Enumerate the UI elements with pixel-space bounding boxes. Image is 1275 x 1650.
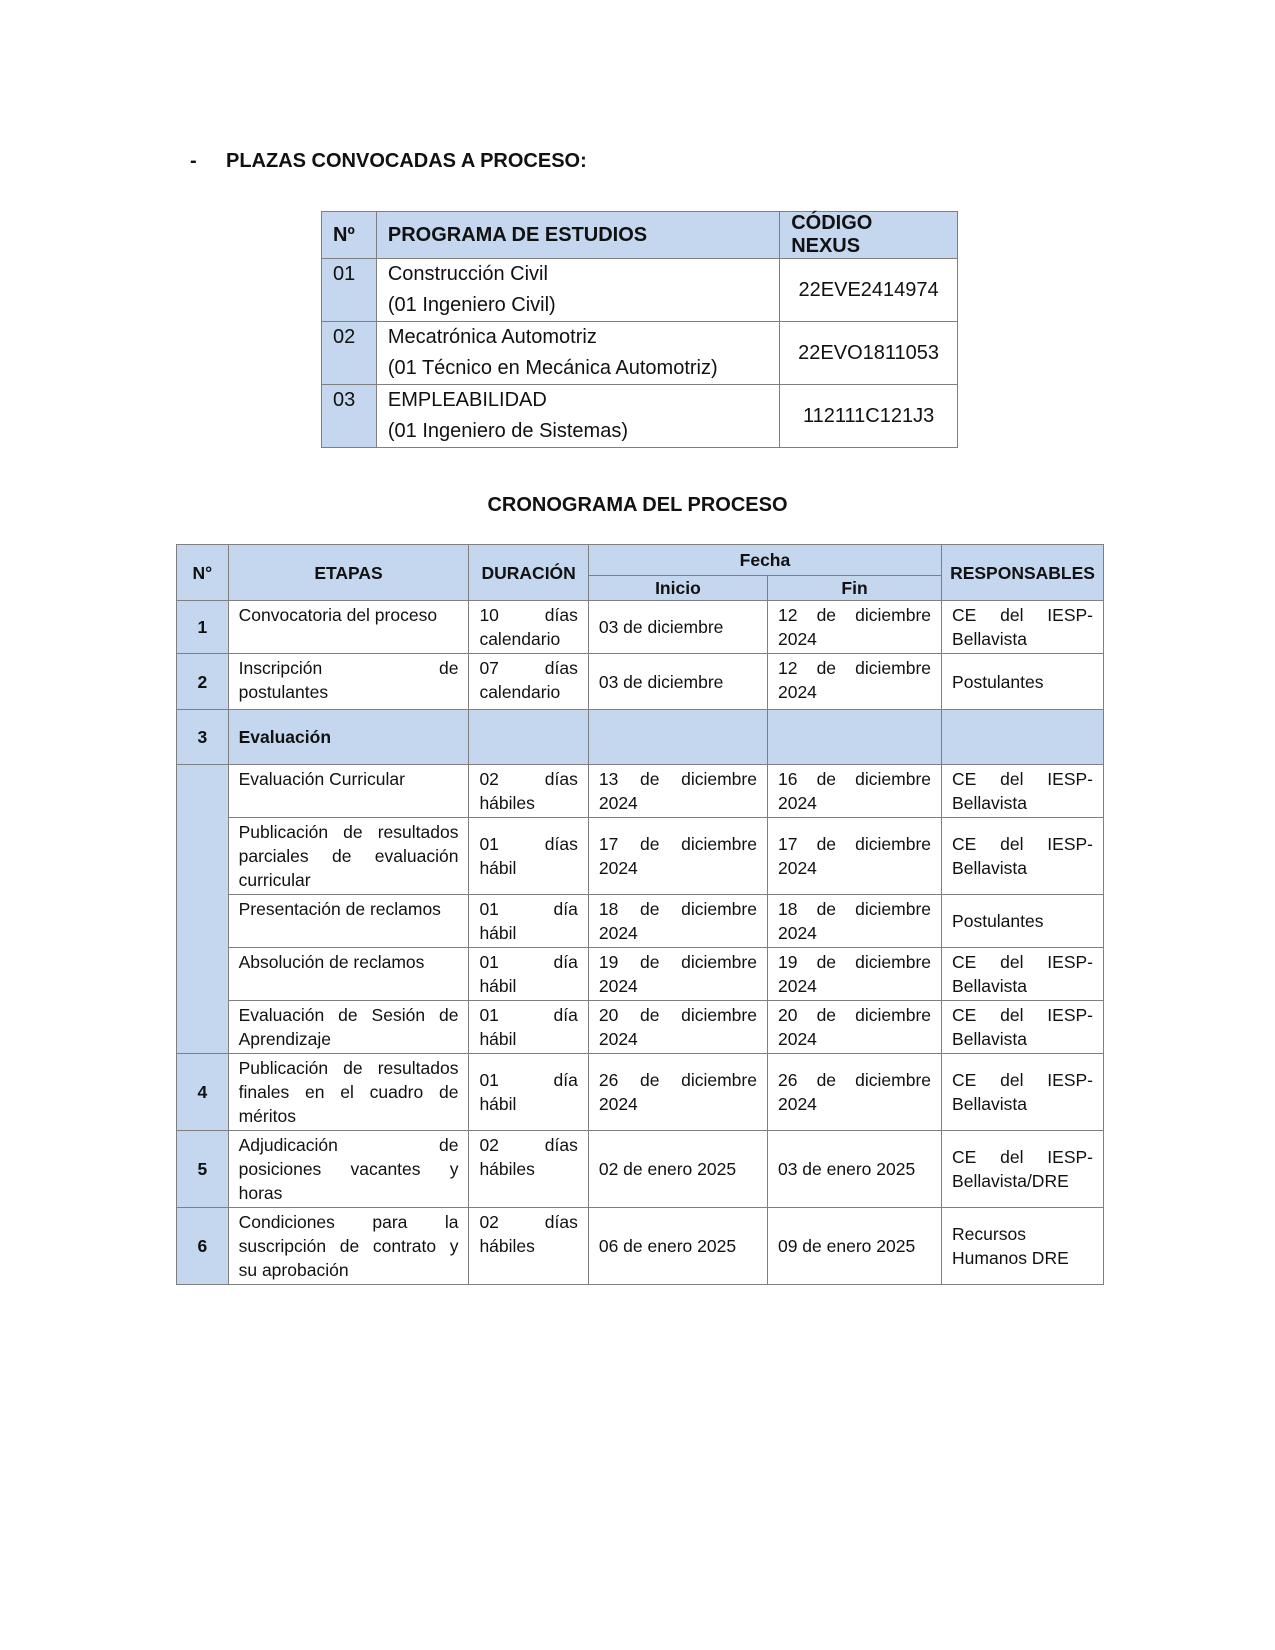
duracion-line: hábiles (479, 793, 535, 813)
table-row (177, 654, 1104, 710)
etapa-line: postulantes (238, 682, 329, 702)
row-etapa: Evaluación Curricular (228, 765, 469, 818)
resp-line: Bellavista (952, 629, 1027, 649)
inicio-line: 18 de diciembre (598, 899, 757, 919)
plaza-code: 22EVO1811053 (780, 322, 958, 385)
program-position: (01 Técnico en Mecánica Automotriz) (387, 357, 718, 379)
row-fin (767, 765, 941, 818)
row-duracion (469, 1208, 588, 1285)
inicio-line: 2024 (598, 858, 638, 878)
duracion-line: calendario (479, 629, 561, 649)
duracion-line: hábil (479, 1094, 517, 1114)
resp-line: CE del IESP- (952, 769, 1093, 789)
row-responsable (942, 948, 1104, 1001)
duracion-line: 07 días (479, 658, 578, 678)
resp-line: CE del IESP- (952, 1005, 1093, 1025)
row-responsable: Postulantes (942, 654, 1104, 710)
row-fin: 09 de enero 2025 (767, 1208, 941, 1285)
row-responsable (942, 818, 1104, 895)
etapa-line: curricular (238, 870, 311, 890)
duracion-line: hábil (479, 923, 517, 943)
resp-line: Bellavista/DRE (952, 1171, 1069, 1191)
fin-line: 2024 (777, 923, 817, 943)
row-etapa (228, 1054, 469, 1131)
table-row (322, 259, 958, 322)
inicio-line: 26 de diciembre (598, 1070, 757, 1090)
table-row (177, 1208, 1104, 1285)
header-inicio: Inicio (588, 576, 767, 601)
resp-line: Bellavista (952, 1029, 1027, 1049)
table-row (177, 818, 1104, 895)
row-responsable (942, 1131, 1104, 1208)
resp-line: CE del IESP- (952, 834, 1093, 854)
row-responsable (942, 765, 1104, 818)
duracion-line: hábil (479, 1029, 517, 1049)
table-row (177, 710, 1104, 765)
plaza-num: 03 (322, 385, 377, 448)
inicio-line: 13 de diciembre (598, 769, 757, 789)
resp-line: CE del IESP- (952, 1147, 1093, 1167)
etapa-line: su aprobación (238, 1260, 349, 1280)
program-name: Mecatrónica Automotriz (387, 326, 597, 348)
etapa-line: parciales de evaluación (238, 846, 459, 866)
program-position: (01 Ingeniero Civil) (387, 294, 556, 316)
fin-line: 2024 (777, 682, 817, 702)
table-row (177, 765, 1104, 818)
etapa-line: Evaluación de Sesión de (238, 1005, 459, 1025)
row-etapa (228, 818, 469, 895)
table-row (177, 1054, 1104, 1131)
resp-line: Bellavista (952, 1094, 1027, 1114)
header-num: N° (177, 545, 229, 601)
plaza-num: 02 (322, 322, 377, 385)
row-num: 3 (177, 710, 229, 765)
header-responsables: RESPONSABLES (942, 545, 1104, 601)
fin-line: 20 de diciembre (777, 1005, 932, 1025)
etapa-line: méritos (238, 1106, 296, 1126)
heading-text: PLAZAS CONVOCADAS A PROCESO: (226, 150, 587, 172)
table-row (177, 895, 1104, 948)
plaza-num: 01 (322, 259, 377, 322)
row-responsable (942, 601, 1104, 654)
row-duracion (469, 895, 588, 948)
row-duracion (469, 654, 588, 710)
cronograma-table (176, 544, 1104, 1285)
row-responsable (942, 1001, 1104, 1054)
duracion-line: hábiles (479, 1236, 535, 1256)
row-duracion (469, 1131, 588, 1208)
inicio-line: 2024 (598, 1029, 638, 1049)
table-row (177, 601, 1104, 654)
header-fin: Fin (767, 576, 941, 601)
resp-line: Recursos (952, 1224, 1026, 1244)
row-inicio: 03 de diciembre (588, 654, 767, 710)
inicio-line: 2024 (598, 793, 638, 813)
etapa-line: suscripción de contrato y (238, 1236, 459, 1256)
fin-line: 2024 (777, 793, 817, 813)
plaza-code: 22EVE2414974 (780, 259, 958, 322)
row-inicio (588, 818, 767, 895)
row-responsable: Postulantes (942, 895, 1104, 948)
row-num: 4 (177, 1054, 229, 1131)
empty-cell (588, 710, 767, 765)
heading-dash: - (190, 150, 197, 172)
empty-cell (469, 710, 588, 765)
table-row (177, 1131, 1104, 1208)
inicio-line: 2024 (598, 976, 638, 996)
row-etapa (228, 1208, 469, 1285)
header-etapas: ETAPAS (228, 545, 469, 601)
row-etapa: Absolución de reclamos (228, 948, 469, 1001)
row-duracion (469, 765, 588, 818)
row-duracion (469, 1054, 588, 1131)
duracion-line: calendario (479, 682, 561, 702)
row-inicio: 06 de enero 2025 (588, 1208, 767, 1285)
row-fin: 03 de enero 2025 (767, 1131, 941, 1208)
row-duracion (469, 948, 588, 1001)
row-inicio: 03 de diciembre (588, 601, 767, 654)
resp-line: CE del IESP- (952, 605, 1093, 625)
etapa-line: horas (238, 1183, 283, 1203)
table-row (177, 1001, 1104, 1054)
plazas-header-program: PROGRAMA DE ESTUDIOS (376, 212, 779, 259)
program-name: Construcción Civil (387, 263, 548, 285)
duracion-line: 01 día (479, 1005, 578, 1025)
fin-line: 26 de diciembre (777, 1070, 932, 1090)
etapa-line: Condiciones para la (238, 1212, 459, 1232)
row-inicio (588, 1001, 767, 1054)
row-inicio (588, 895, 767, 948)
duracion-line: 01 día (479, 899, 578, 919)
row-etapa (228, 654, 469, 710)
row-num: 5 (177, 1131, 229, 1208)
fin-line: 19 de diciembre (777, 952, 932, 972)
plazas-header-code: CÓDIGO NEXUS (780, 212, 958, 259)
fin-line: 2024 (777, 1094, 817, 1114)
fin-line: 2024 (777, 976, 817, 996)
inicio-line: 17 de diciembre (598, 834, 757, 854)
row-fin (767, 948, 941, 1001)
program-name: EMPLEABILIDAD (387, 389, 547, 411)
plazas-header-row (322, 212, 958, 259)
header-duracion: DURACIÓN (469, 545, 588, 601)
row-fin (767, 601, 941, 654)
fin-line: 2024 (777, 629, 817, 649)
etapa-line: Publicación de resultados (238, 1058, 459, 1078)
cronograma-header-row (177, 545, 1104, 576)
duracion-line: 01 día (479, 952, 578, 972)
fin-line: 17 de diciembre (777, 834, 932, 854)
row-responsable (942, 1054, 1104, 1131)
duracion-line: hábiles (479, 1159, 535, 1179)
fin-line: 2024 (777, 858, 817, 878)
cronograma-title: CRONOGRAMA DEL PROCESO (487, 494, 788, 516)
empty-cell (942, 710, 1104, 765)
row-inicio: 02 de enero 2025 (588, 1131, 767, 1208)
section-heading (190, 150, 587, 173)
duracion-line: hábil (479, 858, 517, 878)
duracion-line: 01 días (479, 834, 578, 854)
row-etapa: Evaluación (228, 710, 469, 765)
row-fin (767, 818, 941, 895)
plaza-program (376, 322, 779, 385)
fin-line: 18 de diciembre (777, 899, 932, 919)
duracion-line: hábil (479, 976, 517, 996)
program-position: (01 Ingeniero de Sistemas) (387, 420, 628, 442)
resp-line: Bellavista (952, 793, 1027, 813)
row-etapa: Convocatoria del proceso (228, 601, 469, 654)
etapa-line: Aprendizaje (238, 1029, 332, 1049)
row-inicio (588, 765, 767, 818)
row-etapa (228, 1131, 469, 1208)
plazas-header-num: Nº (322, 212, 377, 259)
etapa-line: finales en el cuadro de (238, 1082, 459, 1102)
row-etapa (228, 1001, 469, 1054)
fin-line: 12 de diciembre (777, 658, 932, 678)
row-fin (767, 1054, 941, 1131)
table-row (322, 385, 958, 448)
row-num: 1 (177, 601, 229, 654)
plaza-program (376, 259, 779, 322)
plaza-code: 112111C121J3 (780, 385, 958, 448)
inicio-line: 19 de diciembre (598, 952, 757, 972)
row-etapa: Presentación de reclamos (228, 895, 469, 948)
row-num: 2 (177, 654, 229, 710)
resp-line: CE del IESP- (952, 952, 1093, 972)
duracion-line: 02 días (479, 1212, 578, 1232)
duracion-line: 01 día (479, 1070, 578, 1090)
duracion-line: 02 días (479, 1135, 578, 1155)
plaza-program (376, 385, 779, 448)
resp-line: CE del IESP- (952, 1070, 1093, 1090)
row-inicio (588, 1054, 767, 1131)
plazas-table (321, 211, 958, 448)
fin-line: 12 de diciembre (777, 605, 932, 625)
fin-line: 2024 (777, 1029, 817, 1049)
row-fin (767, 895, 941, 948)
etapa-line: posiciones vacantes y (238, 1159, 459, 1179)
etapa-line: Publicación de resultados (238, 822, 459, 842)
resp-line: Bellavista (952, 858, 1027, 878)
etapa-line: Adjudicación de (238, 1135, 459, 1155)
resp-line: Humanos DRE (952, 1248, 1069, 1268)
inicio-line: 20 de diciembre (598, 1005, 757, 1025)
row-fin (767, 1001, 941, 1054)
table-row (322, 322, 958, 385)
row-duracion (469, 818, 588, 895)
inicio-line: 2024 (598, 1094, 638, 1114)
duracion-line: 02 días (479, 769, 578, 789)
row-responsable (942, 1208, 1104, 1285)
header-fecha: Fecha (588, 545, 941, 576)
row-duracion (469, 1001, 588, 1054)
etapa-line: Inscripción de (238, 658, 459, 678)
fin-line: 16 de diciembre (777, 769, 932, 789)
row-fin (767, 654, 941, 710)
inicio-line: 2024 (598, 923, 638, 943)
row-num-empty (177, 765, 229, 1054)
row-num: 6 (177, 1208, 229, 1285)
empty-cell (767, 710, 941, 765)
resp-line: Bellavista (952, 976, 1027, 996)
duracion-line: 10 días (479, 605, 578, 625)
row-duracion (469, 601, 588, 654)
row-inicio (588, 948, 767, 1001)
table-row (177, 948, 1104, 1001)
